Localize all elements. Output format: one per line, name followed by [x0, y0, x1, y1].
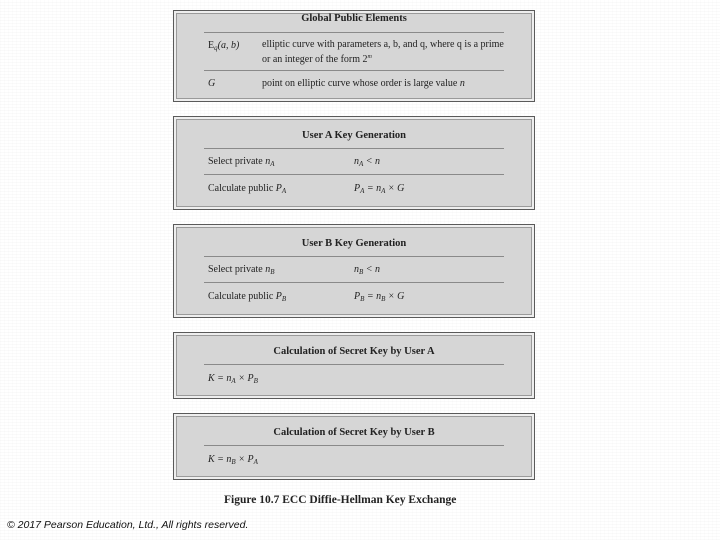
- secret-key-user-b-box: [173, 413, 535, 480]
- title-rule: [204, 445, 504, 446]
- row-rule: [204, 282, 504, 283]
- curve-description: elliptic curve with parameters a, b, and q, where q is a prime: [262, 39, 504, 50]
- secret-b-title: Calculation of Secret Key by User B: [273, 427, 435, 438]
- curve-symbol: $E_q(a$, b): [208, 40, 240, 52]
- figure-caption: Figure 10.7 ECC Diffie-Hellman Key Exchange: [224, 494, 457, 506]
- title-rule: [204, 364, 504, 365]
- user-b-select-condition: $n_B < n$: [354, 264, 381, 276]
- copyright-notice: © 2017 Pearson Education, Ltd., All rights reserved.: [7, 519, 249, 531]
- user-a-calc-equation: $P_A = n_A \times G$: [354, 183, 405, 195]
- curve-description-line2: or an integer of the form 2$^m$: [262, 54, 372, 65]
- user-a-title: User A Key Generation: [302, 130, 406, 141]
- user-b-title: User B Key Generation: [301, 238, 407, 249]
- user-a-select-label: Select private $n_A$: [208, 156, 275, 168]
- secret-key-user-a-box: [173, 332, 535, 399]
- user-b-key-generation-box: [173, 224, 535, 318]
- user-b-calc-equation: $P_B = n_B \times G$: [354, 291, 405, 303]
- secret-b-equation: $K = n_B \times P_A$: [208, 454, 258, 466]
- global-public-elements-box: [173, 10, 535, 102]
- point-symbol: G: [208, 78, 216, 89]
- title-rule: [204, 148, 504, 149]
- title-rule: [204, 32, 504, 33]
- row-rule: [204, 174, 504, 175]
- row-rule: [204, 70, 504, 71]
- secret-a-equation: $K = n_A \times P_B$: [208, 373, 258, 385]
- user-b-calc-label: Calculate public $P_B$: [208, 291, 287, 303]
- title-rule: [204, 256, 504, 257]
- user-a-key-generation-box: [173, 116, 535, 210]
- user-a-calc-label: Calculate public $P_A$: [208, 183, 287, 195]
- user-b-select-label: Select private $n_B$: [208, 264, 275, 276]
- user-a-select-condition: $n_A < n$: [354, 156, 381, 168]
- secret-a-title: Calculation of Secret Key by User A: [273, 346, 435, 357]
- global-elements-title: Global Public Elements: [301, 13, 407, 24]
- point-description: point on elliptic curve whose order is large value n: [262, 78, 465, 89]
